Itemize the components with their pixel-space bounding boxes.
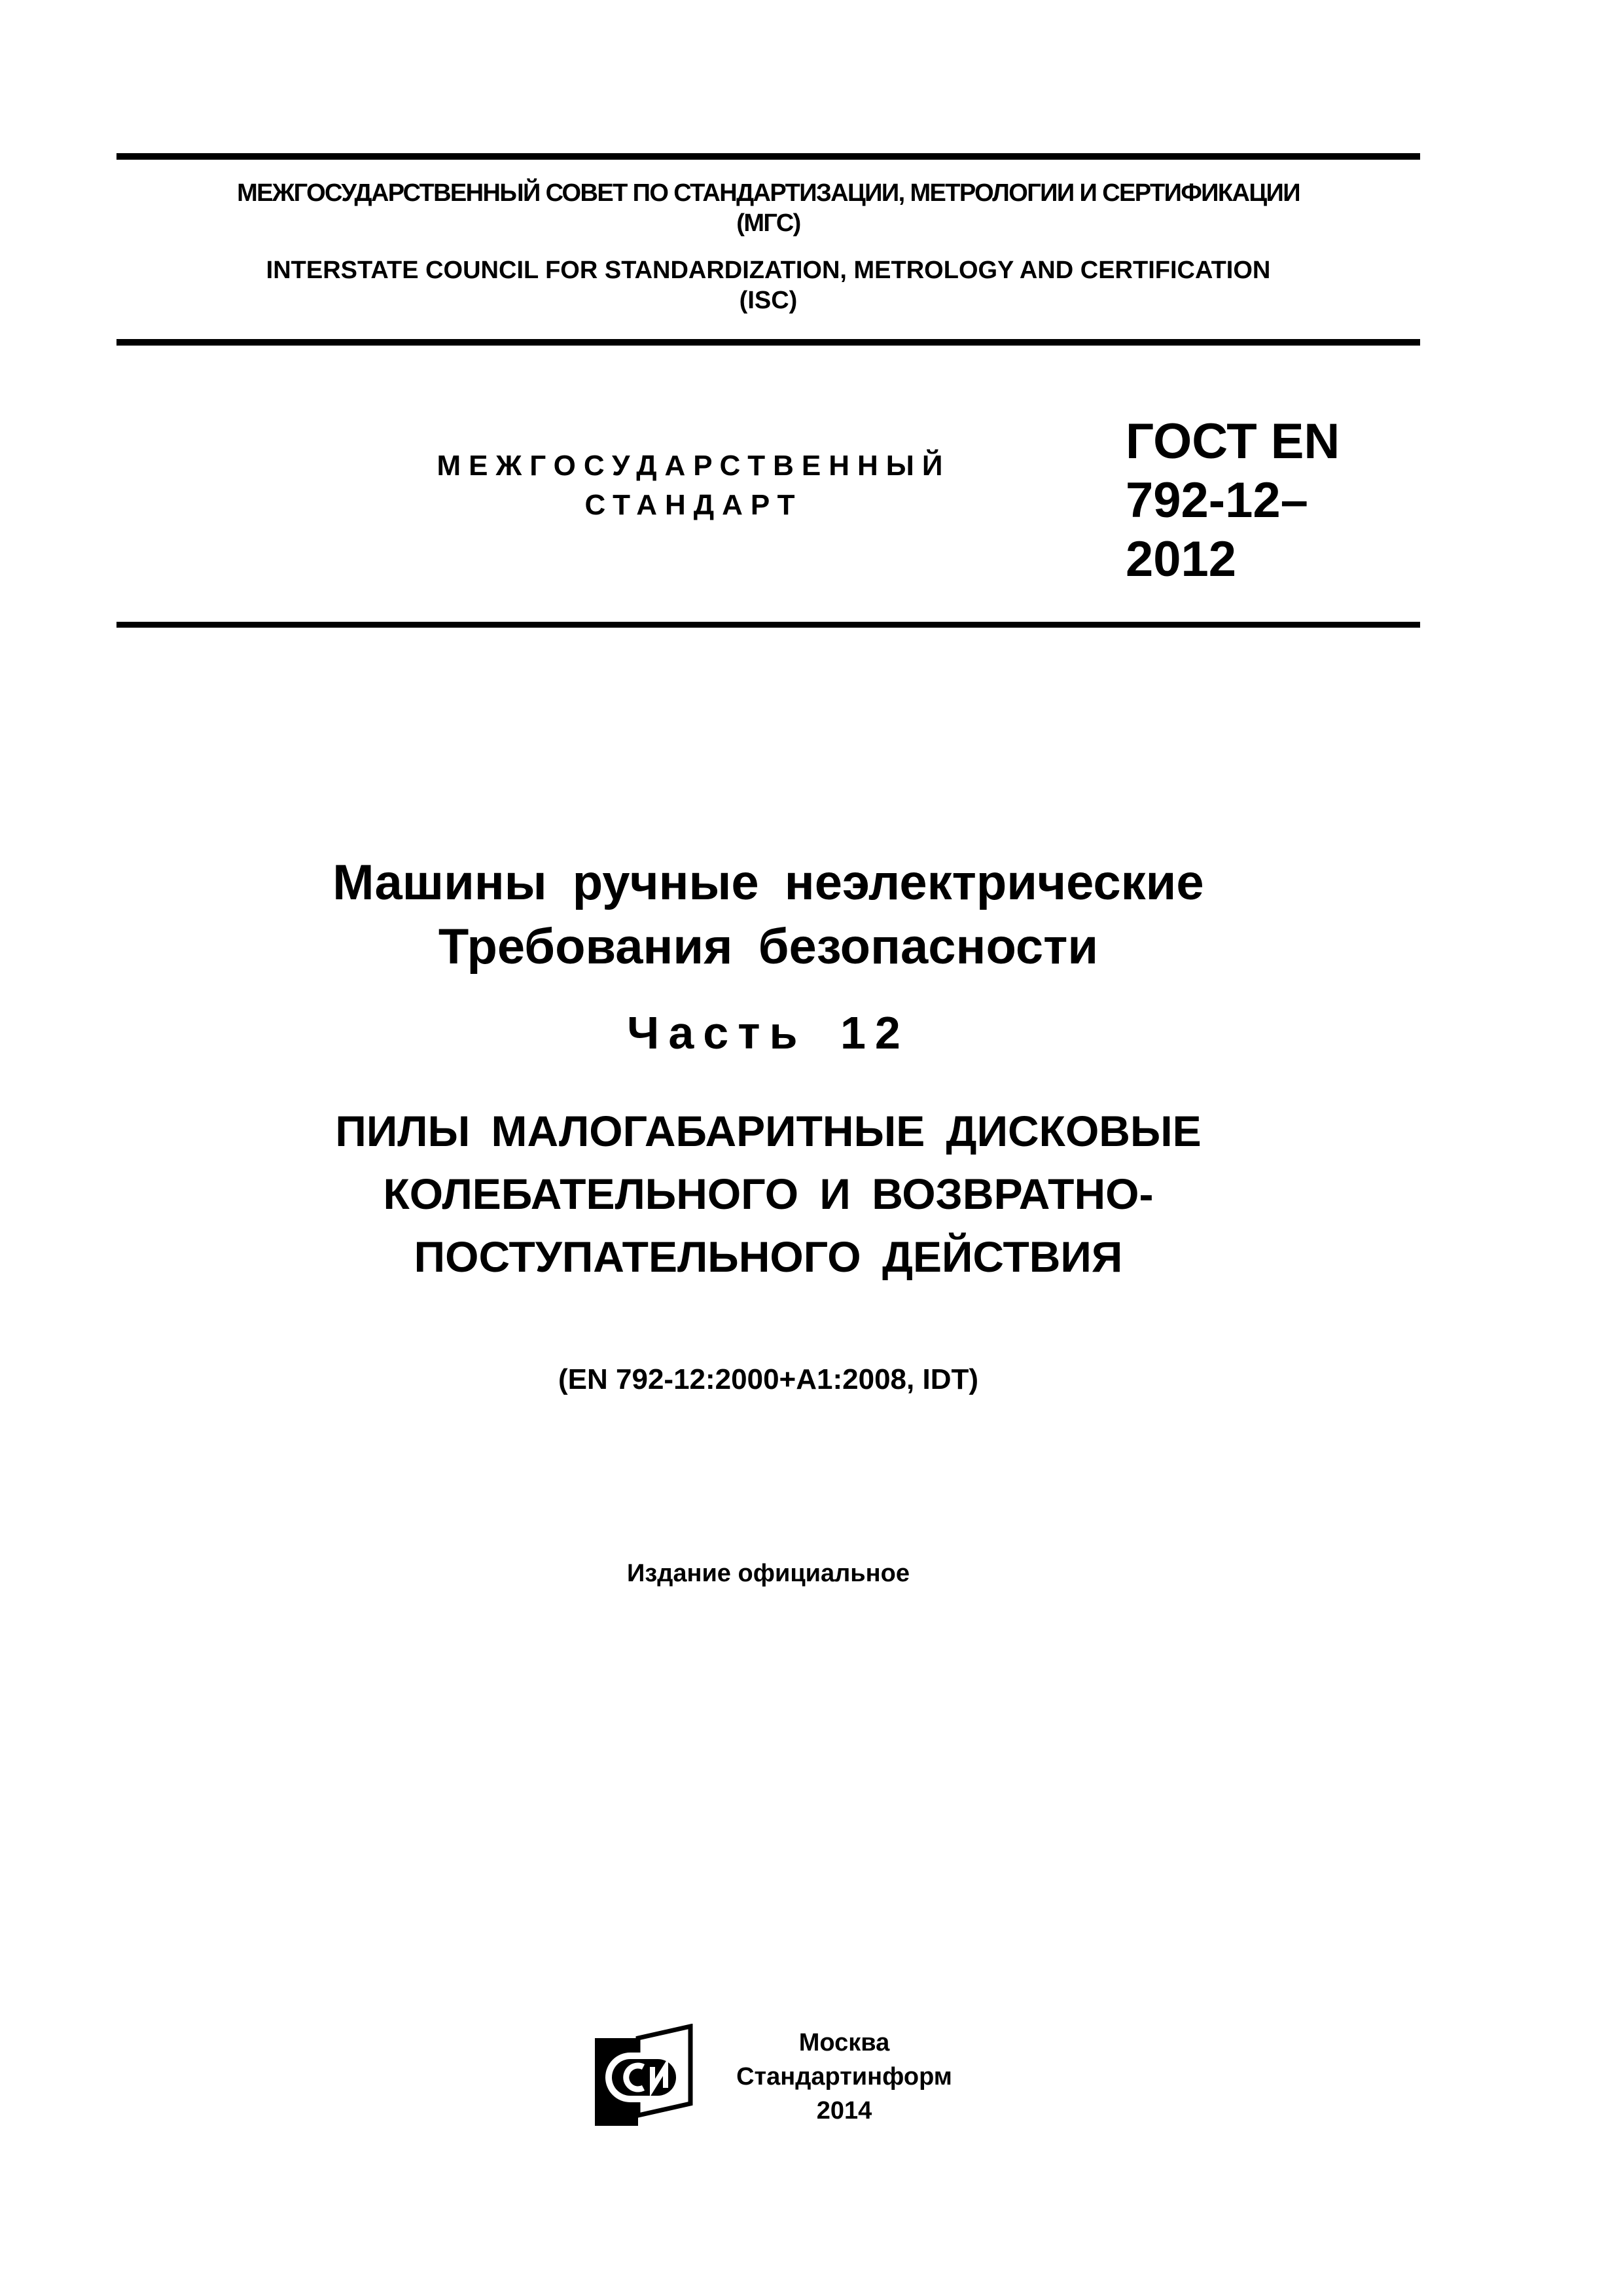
council-abbr-ru: (МГС) xyxy=(736,209,800,237)
header-divider xyxy=(116,339,1420,346)
designation-line3: 2012 xyxy=(1126,531,1237,587)
top-divider xyxy=(116,153,1420,160)
subtitle-line3: ПОСТУПАТЕЛЬНОГО ДЕЙСТВИЯ xyxy=(414,1232,1123,1281)
standard-kind-line2: СТАНДАРТ xyxy=(584,489,803,521)
standard-kind xyxy=(393,446,995,525)
subtitle-line1: ПИЛЫ МАЛОГАБАРИТНЫЕ ДИСКОВЫЕ xyxy=(335,1107,1202,1155)
council-abbr-en: (ISC) xyxy=(739,287,798,314)
reference-standard: (EN 792-12:2000+A1:2008, IDT) xyxy=(558,1363,978,1395)
designation-divider xyxy=(116,622,1420,628)
title-line1: Машины ручные неэлектрические xyxy=(332,855,1204,910)
standard-designation xyxy=(1126,412,1414,589)
subtitle-line2: КОЛЕБАТЕЛЬНОГО И ВОЗВРАТНО- xyxy=(383,1170,1154,1218)
publication-year: 2014 xyxy=(816,2097,872,2125)
designation-line1: ГОСТ EN xyxy=(1126,414,1340,469)
edition-note: Издание официальное xyxy=(627,1560,910,1587)
publisher-info xyxy=(720,2026,969,2128)
council-name-en xyxy=(116,255,1420,315)
standard-kind-line1: МЕЖГОСУДАРСТВЕННЫЙ xyxy=(437,450,951,482)
document-part: Часть 12 xyxy=(627,1007,910,1058)
publisher-city: Москва xyxy=(798,2029,890,2056)
council-name-ru xyxy=(116,178,1420,238)
document-subtitle xyxy=(116,1100,1420,1288)
standartinform-logo-icon xyxy=(592,2024,702,2128)
council-name-en-line: INTERSTATE COUNCIL FOR STANDARDIZATION, METROLOGY AND CERTIFICATION xyxy=(266,257,1271,284)
document-title xyxy=(116,851,1420,979)
title-line2: Требования безопасности xyxy=(438,919,1099,975)
publisher-name: Стандартинформ xyxy=(736,2063,952,2090)
designation-line2: 792-12– xyxy=(1126,473,1308,528)
council-name-ru-line: МЕЖГОСУДАРСТВЕННЫЙ СОВЕТ ПО СТАНДАРТИЗАЦИИ, МЕТРОЛОГИИ И СЕРТИФИКАЦИИ xyxy=(237,179,1300,207)
